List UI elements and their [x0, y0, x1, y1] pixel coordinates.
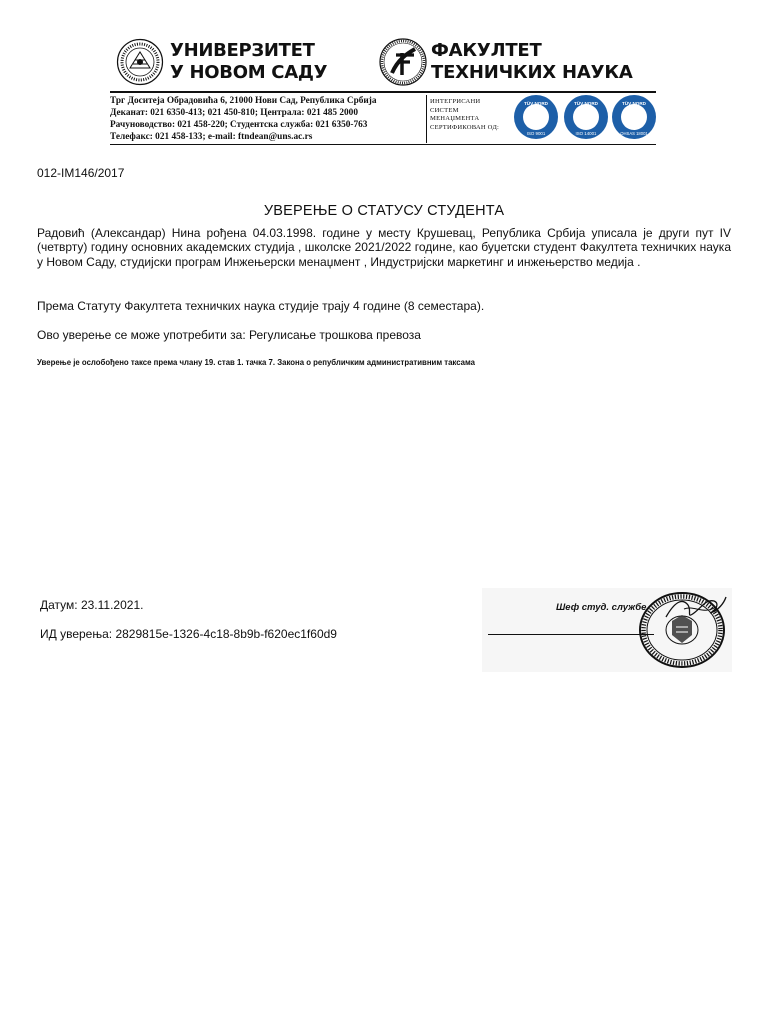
- svg-text:OHSAS 18001: OHSAS 18001: [620, 131, 648, 136]
- signature-line: [488, 634, 654, 635]
- tax-exemption-note: Уверење је ослобођено таксе према члану 19. став 1. тачка 7. Закона о републичким административним таксама: [37, 358, 475, 367]
- issue-date: Датум: 23.11.2021.: [40, 598, 144, 612]
- svg-text:TÜV NORD: TÜV NORD: [524, 101, 548, 106]
- header-vertical-divider: [426, 95, 427, 143]
- header-contacts: Трг Доситеја Обрадовића 6, 21000 Нови Сад, Република Србија Деканат: 021 6350-413; 021 450-810; Централа: 021 485 2000 Рачуноводство: 021 458-220; Студентска служба: 021 6350-763 Телефакс: 021 458-133; e-mail: ftndean@uns.ac.rs: [110, 96, 377, 142]
- svg-text:ISO 14001: ISO 14001: [575, 131, 597, 136]
- header-bottom-divider: [110, 144, 656, 145]
- certificate-id: ИД уверења: 2829815e-1326-4c18-8b9b-f620ec1f60d9: [40, 627, 337, 641]
- certification-text: ИНТЕГРИСАНИ СИСТЕМ МЕНАЏМЕНТА СЕРТИФИКОВАН ОД:: [430, 98, 500, 131]
- document-number: 012-IM146/2017: [37, 166, 125, 180]
- faculty-name: ФАКУЛТЕТ ТЕХНИЧКИХ НАУКА: [431, 40, 633, 83]
- faculty-logo: [378, 37, 428, 87]
- tuv-ohsas18001-badge: [610, 93, 658, 141]
- handwritten-signature: [664, 593, 728, 623]
- tuv-iso9001-badge: [512, 93, 560, 141]
- statute-sentence: Према Статуту Факултета техничких наука студије трају 4 године (8 семестара).: [37, 299, 485, 313]
- university-seal-logo: [116, 38, 164, 86]
- document-title: УВЕРЕЊЕ О СТАТУСУ СТУДЕНТА: [263, 203, 505, 219]
- chief-title: Шеф студ. службе: [556, 602, 647, 613]
- tuv-iso14001-badge: [562, 93, 610, 141]
- student-status-paragraph: Радовић (Александар) Нина рођена 04.03.1998. године у месту Крушевац, Република Србија уписала је други пут IV (четврту) годину основних академских студија , школске 2021/2022 године, као буџетски студент Факултета техничких наука у Новом Саду, студијски програм Инжењерски менаџмент , Индустријски маркетинг и инжењерство медија .: [37, 226, 731, 269]
- svg-text:TÜV NORD: TÜV NORD: [622, 101, 646, 106]
- usage-sentence: Ово уверење се може употребити за: Регулисање трошкова превоза: [37, 328, 421, 342]
- university-name: УНИВЕРЗИТЕТ У НОВОМ САДУ: [170, 40, 328, 83]
- svg-text:TÜV NORD: TÜV NORD: [574, 101, 598, 106]
- svg-text:ISO 9001: ISO 9001: [526, 131, 546, 136]
